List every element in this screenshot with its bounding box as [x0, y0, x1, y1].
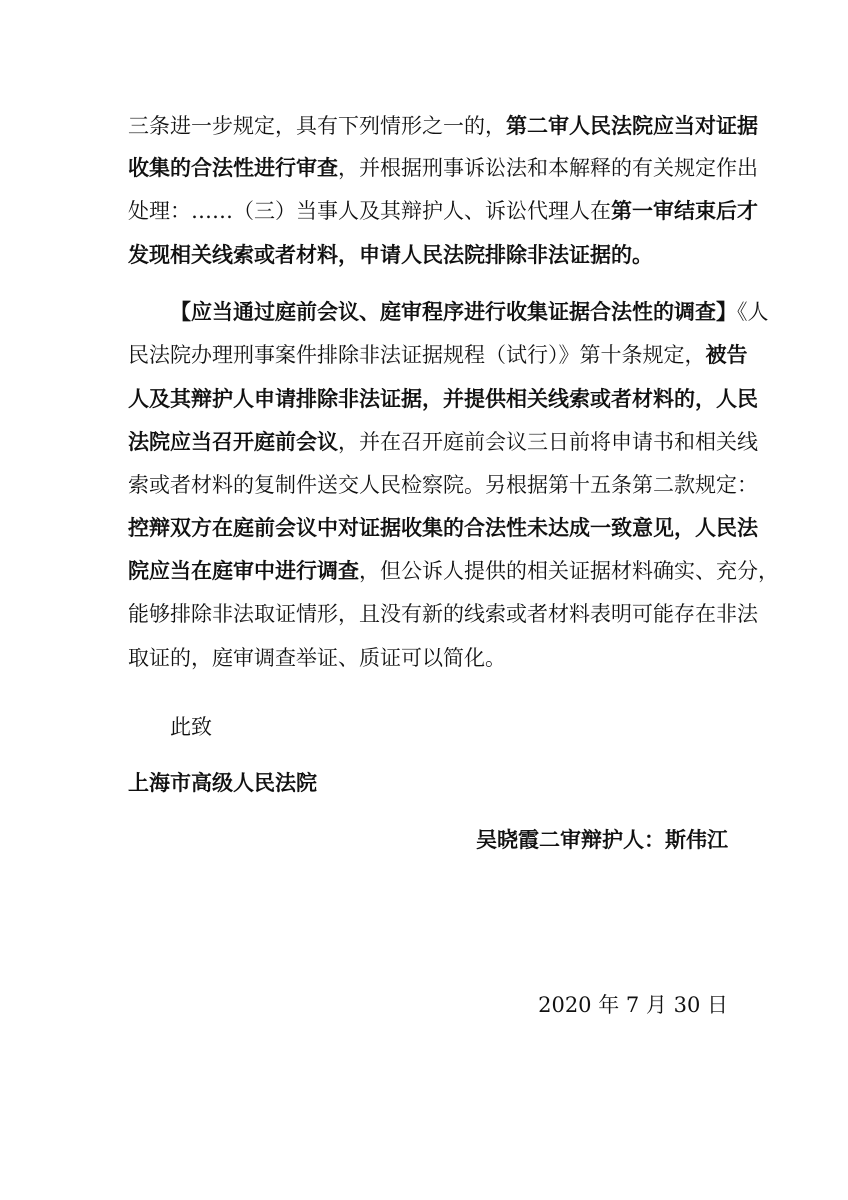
p2-text: 取证的，庭审调查举证、质证可以简化。	[128, 646, 506, 670]
p2-bold-text: 法院应当召开庭前会议	[128, 429, 338, 454]
paragraph2-line5	[128, 470, 758, 500]
p1-bold-text: 第二审人民法院应当对证据	[506, 113, 758, 138]
section-heading: 【应当通过庭前会议、庭审程序进行收集证据合法性的调查】	[170, 299, 737, 324]
paragraph1-line3	[128, 196, 758, 226]
p2-text: 能够排除非法取证情形，且没有新的线索或者材料表明可能存在非法	[128, 602, 758, 626]
p1-bold-text: 收集的合法性进行审查	[128, 155, 338, 180]
p2-bold-text: 人及其辩护人申请排除非法证据，并提供相关线索或者材料的，人民	[128, 386, 758, 411]
paragraph2-line2	[128, 340, 748, 370]
date: 2020 年 7 月 30 日	[538, 993, 728, 1017]
p2-text: 索或者材料的复制件送交人民检察院。另根据第十五条第二款规定：	[128, 473, 758, 497]
salutation: 此致	[170, 715, 212, 739]
paragraph2-line1	[170, 297, 769, 327]
paragraph1-line1	[128, 111, 758, 141]
paragraph1-line2	[128, 153, 758, 183]
p2-text: ，并在召开庭前会议三日前将申请书和相关线	[338, 430, 758, 454]
p1-text: 三条进一步规定，具有下列情形之一的，	[128, 114, 506, 138]
paragraph2-line6	[128, 513, 758, 543]
p2-text: 《人	[737, 300, 769, 324]
recipient: 上海市高级人民法院	[128, 770, 317, 795]
p1-bold-text: 第一审结束后才	[611, 198, 758, 223]
signature: 吴晓霞二审辩护人：斯伟江	[476, 827, 728, 852]
p1-text: 处理：……（三）当事人及其辩护人、诉讼代理人在	[128, 199, 611, 223]
paragraph2-line4	[128, 427, 758, 457]
p2-bold-text: 院应当在庭审中进行调查	[128, 558, 359, 583]
paragraph2-line3	[128, 384, 758, 414]
paragraph1-line4	[128, 240, 728, 270]
p1-bold-text: 发现相关线索或者材料，申请人民法院排除非法证据的。	[128, 242, 653, 267]
paragraph2-line9	[128, 643, 728, 673]
p1-text: ，并根据刑事诉讼法和本解释的有关规定作出	[338, 156, 758, 180]
p2-text: ，但公诉人提供的相关证据材料确实、充分，	[359, 559, 779, 583]
paragraph2-line7	[128, 556, 779, 586]
p2-bold-text: 控辩双方在庭前会议中对证据收集的合法性未达成一致意见，人民法	[128, 515, 758, 540]
paragraph2-line8	[128, 599, 758, 629]
p2-text: 民法院办理刑事案件排除非法证据规程（试行）》第十条规定，	[128, 343, 706, 367]
p2-bold-text: 被告	[705, 342, 748, 367]
